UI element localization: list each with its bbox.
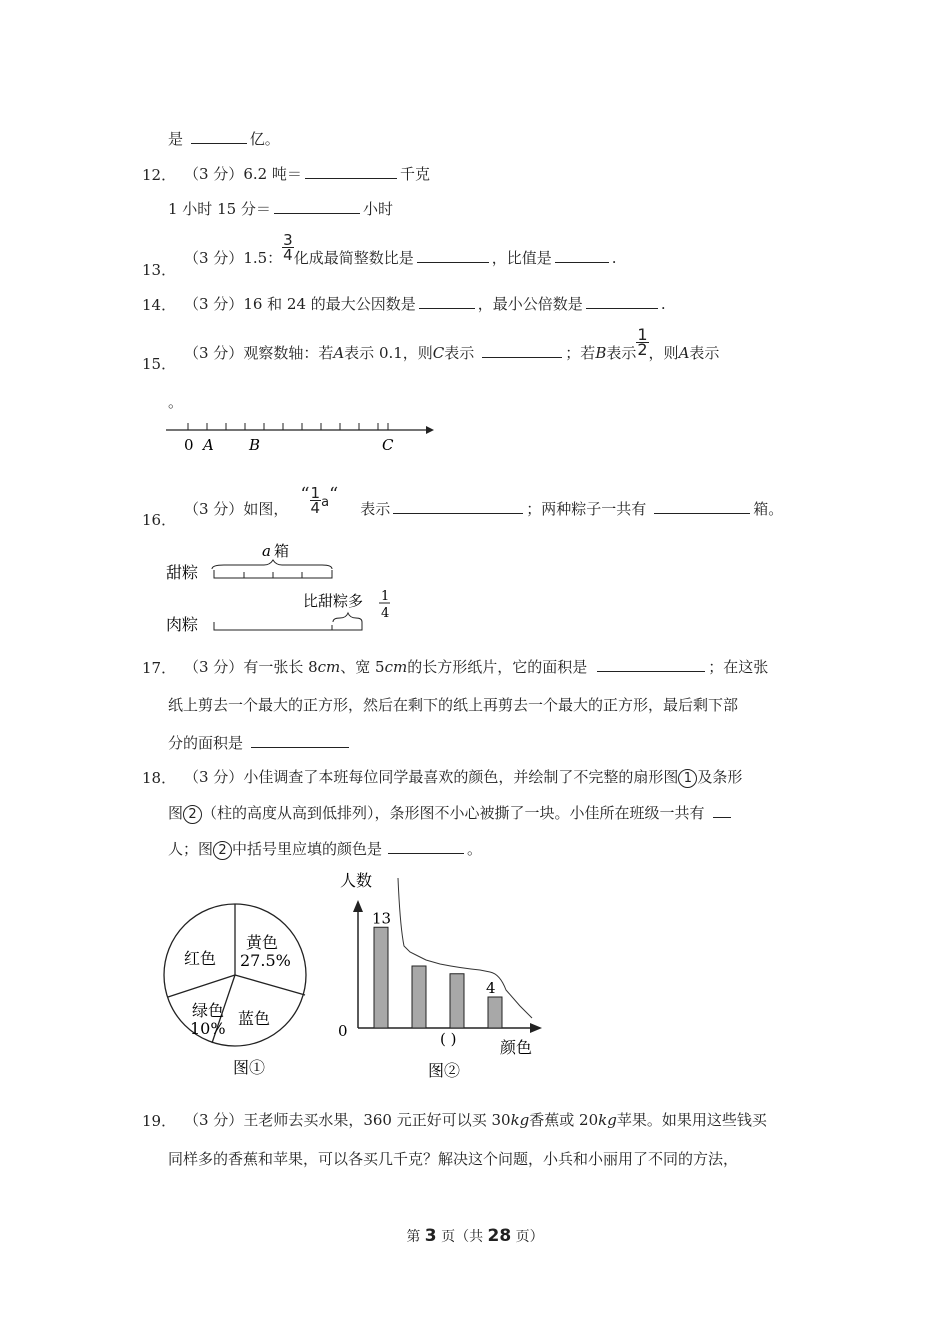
slice-value-yellow: 27.5% (240, 951, 291, 970)
q15-line: （3 分）观察数轴：若A表示 0.1，则C表示 ；若B表示 $\frac{1}{2}$ ，则A表示 (184, 324, 720, 362)
q15-end: 。 (168, 393, 184, 411)
slice-label-red: 红色 (184, 949, 217, 968)
slice-value-green: 10% (190, 1019, 226, 1038)
q19-number: 19． (142, 1112, 177, 1130)
diagram-top-unit: 箱 (274, 542, 290, 560)
q17-line3: 分的面积是 (168, 733, 352, 753)
pie-caption: 图① (233, 1058, 266, 1077)
label-sweet-zongzi: 甜粽 (166, 563, 199, 582)
label-more-than-sweet: 比甜粽多 (303, 592, 364, 610)
axis-label-c: C (382, 436, 394, 454)
answer-blank[interactable] (191, 129, 247, 144)
bar-1 (412, 966, 426, 1028)
q13-number: 13． (142, 261, 177, 279)
answer-blank[interactable] (555, 248, 609, 263)
q11-tail: 是 亿。 (168, 130, 280, 148)
q18-line1: （3 分）小佳调查了本班每位同学最喜欢的颜色，并绘制了不完整的扇形图 1 及条形 (184, 768, 743, 786)
svg-text:4: 4 (381, 606, 390, 621)
page-footer: 第 3 页（共 28 页） (406, 1226, 544, 1246)
slice-label-yellow: 黄色 (246, 933, 279, 952)
answer-blank[interactable] (654, 499, 750, 514)
origin-label: 0 (338, 1022, 348, 1040)
q18-line3: 人；图 2 中括号里应填的颜色是 。 (168, 840, 483, 858)
answer-blank[interactable] (586, 294, 658, 309)
fraction-1-2: $\frac{1}{2}$ (637, 324, 648, 359)
q12-number: 12． (142, 166, 177, 184)
q12-line2: 1 小时 15 分＝ 小时 (168, 200, 393, 218)
answer-blank[interactable] (482, 343, 562, 358)
bar-3 (488, 997, 502, 1028)
bar-label-0: 13 (372, 909, 392, 928)
q14-number: 14． (142, 296, 177, 314)
answer-blank[interactable] (274, 199, 360, 214)
bar-caption: 图② (428, 1061, 461, 1080)
slice-label-green: 绿色 (192, 1001, 225, 1020)
fraction-3-4: $\frac{3}{4}$ (283, 230, 293, 264)
bar-2 (450, 974, 464, 1028)
slice-label-blue: 蓝色 (238, 1009, 271, 1028)
q15-number: 15． (142, 355, 177, 373)
label-meat-zongzi: 肉粽 (166, 615, 199, 634)
q14-line: （3 分）16 和 24 的最大公因数是 ，最小公倍数是 . (184, 295, 666, 313)
q18-number: 18． (142, 769, 177, 787)
axis-label-a: A (203, 436, 214, 454)
q17-line1: （3 分）有一张长 8cm、宽 5cm的长方形纸片，它的面积是 ；在这张 (184, 658, 769, 676)
bar-chart (330, 866, 550, 1081)
q16-number: 16． (142, 511, 177, 529)
answer-blank[interactable] (388, 839, 464, 854)
q13-line: （3 分）1.5： $\frac{3}{4}$ 化成最简整数比是 ，比值是 . (184, 230, 617, 267)
y-axis-label: 人数 (340, 871, 373, 890)
q17-line2: 纸上剪去一个最大的正方形，然后在剩下的纸上再剪去一个最大的正方形，最后剩下部 (168, 696, 739, 714)
answer-blank[interactable] (305, 164, 397, 179)
blank-category-label: ( ) (440, 1030, 457, 1048)
q17-number: 17． (142, 659, 177, 677)
q12-line1: （3 分）6.2 吨＝ 千克 (184, 165, 430, 183)
bar-0 (374, 927, 388, 1028)
axis-label-zero: 0 (184, 436, 194, 454)
zongzi-diagram (160, 540, 400, 640)
answer-blank[interactable] (713, 803, 731, 818)
diagram-top-var: a (262, 542, 271, 560)
number-line-ticks (188, 423, 388, 430)
number-line (160, 418, 440, 458)
pie-chart (160, 900, 320, 1085)
svg-text:1: 1 (381, 589, 390, 604)
q18-line2: 图 2 （柱的高度从高到低排列），条形图不小心被撕了一块。小佳所在班级一共有 (168, 803, 734, 824)
total-pages: 28 (487, 1226, 512, 1246)
current-page: 3 (424, 1226, 437, 1246)
bar-label-3: 4 (486, 979, 496, 997)
x-axis-label: 颜色 (500, 1038, 533, 1057)
answer-blank[interactable] (417, 248, 489, 263)
q19-line1: （3 分）王老师去买水果，360 元正好可以买 30kg香蕉或 20kg苹果。如果用这些钱买 (184, 1111, 767, 1129)
q19-line2: 同样多的香蕉和苹果，可以各买几千克？解决这个问题，小兵和小丽用了不同的方法， (168, 1150, 739, 1168)
axis-label-b: B (249, 436, 261, 454)
answer-blank[interactable] (419, 294, 475, 309)
q16-line: （3 分）如图，“ $\frac{1}{4}$ a“表示 ；两种粽子一共有 箱。 (184, 483, 784, 518)
answer-blank[interactable] (597, 657, 705, 672)
fraction-1-4: $\frac{1}{4}$ (310, 483, 321, 517)
answer-blank[interactable] (393, 499, 523, 514)
answer-blank[interactable] (251, 733, 349, 748)
